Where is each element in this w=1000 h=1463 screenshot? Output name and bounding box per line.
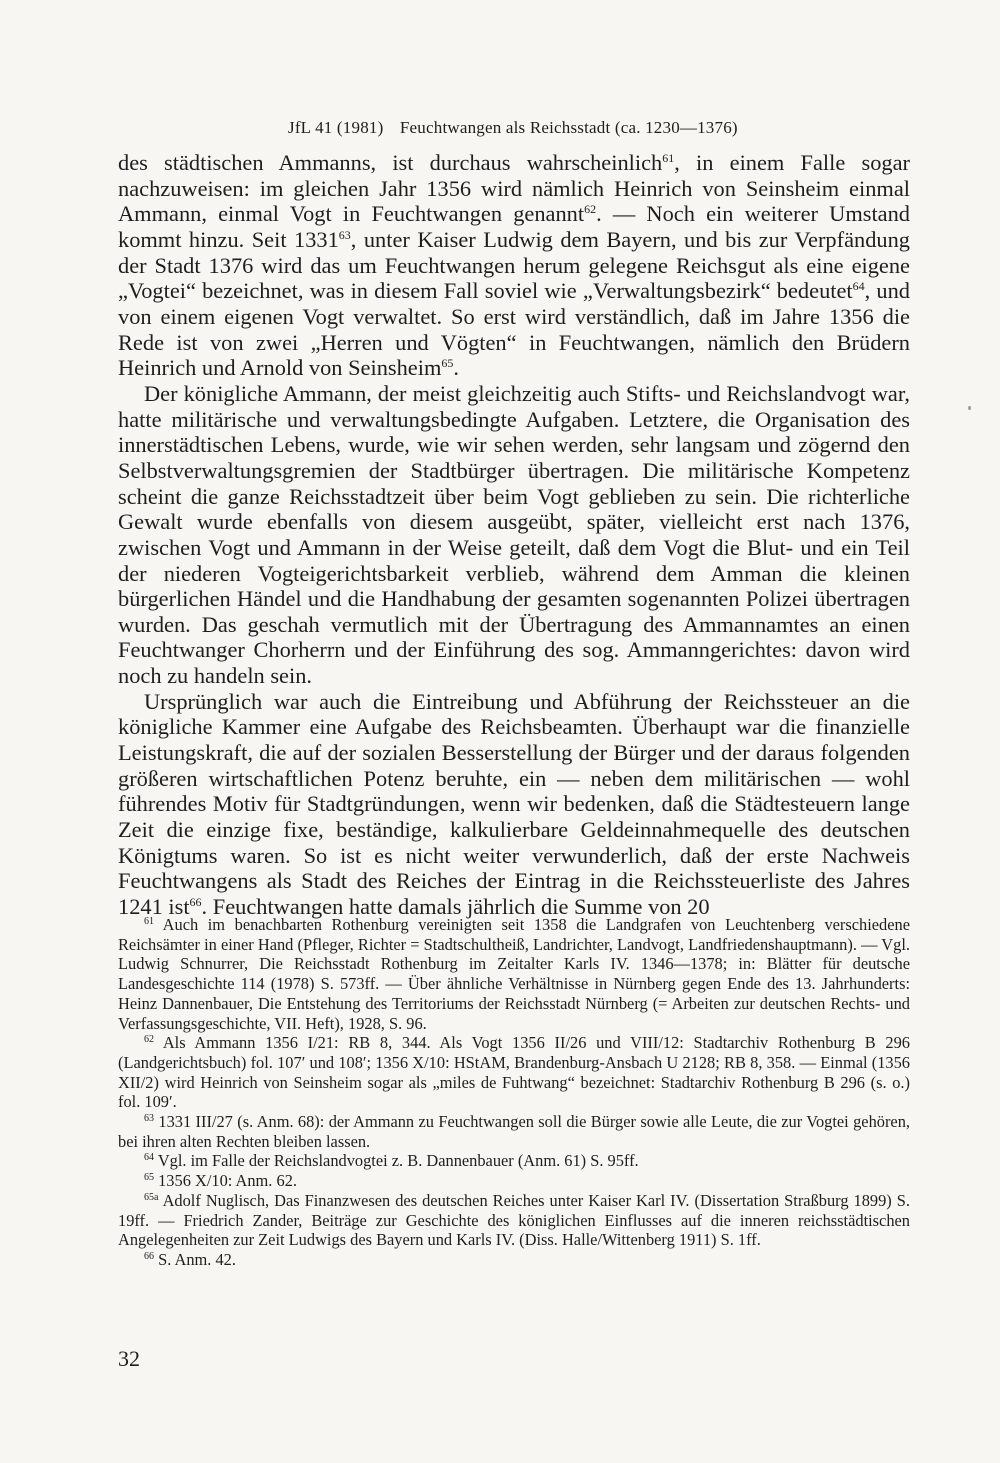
footnote-number: 64: [144, 1152, 154, 1164]
text-run: Ursprünglich war auch die Eintreibung und Abführung der Reichssteuer an die königliche Kammer eine Aufgabe des Reichsbeamten. Überhaupt war die finanzielle Leistungskraft, die auf der sozialen Besserstellung der Bürger und der daraus folgenden größeren wirtschaftlichen Potenz beruhte, ein — neben dem militärischen — wohl führendes Motiv für Stadtgründungen, wenn wir bedenken, daß die Städtesteuern lange Zeit die einzige fixe, beständige, kalkulierbare Geldeinnahmequelle des deutschen Königtums waren. So ist es nicht weiter verwunderlich, daß der erste Nachweis Feuchtwangens als Stadt des Reiches der Eintrag in die Reichssteuerliste des Jahres 1241 ist: [118, 688, 910, 920]
page-number: 32: [118, 1346, 140, 1371]
footnote: [118, 1250, 910, 1270]
journal-reference: JfL 41 (1981): [288, 118, 384, 137]
text-run: des städtischen Ammanns, ist durchaus wahrscheinlich: [118, 150, 663, 175]
footnote-text: Vgl. im Falle der Reichslandvogtei z. B. Dannenbauer (Anm. 61) S. 95ff.: [157, 1151, 639, 1171]
footnote-text: 1356 X/10: Anm. 62.: [158, 1171, 297, 1191]
footnote-number: 63: [144, 1113, 154, 1125]
footnote-number: 62: [144, 1034, 154, 1046]
body-paragraph: [118, 381, 910, 689]
article-title: Feuchtwangen als Reichsstadt (ca. 1230—1376): [399, 118, 738, 137]
footnote-text: S. Anm. 42.: [158, 1249, 236, 1269]
text-run: . — Noch ein weiterer Umstand kommt hinzu. Seit 1331: [118, 201, 910, 252]
footnote-number: 61: [144, 916, 154, 927]
footnote-text: Adolf Nuglisch, Das Finanzwesen des deutschen Reiches unter Kaiser Karl IV. (Dissertation Straßburg 1899) S. 19ff. — Friedrich Zander, Beiträge zur Geschichte des königlichen Einflusses auf die inneren reichsstädtischen Angelegenheiten zur Zeit Ludwigs des Bayern und Karls IV. (Diss. Halle/Wittenberg 1911) S. 1ff.: [118, 1190, 910, 1250]
running-header: [288, 118, 848, 138]
footnote: [118, 915, 910, 1033]
text-run: , und von einem eigenen Vogt verwaltet. So erst wird verständlich, daß im Jahre 1356 die Rede ist von zwei „Herren und Vögten“ in Feuchtwangen, nämlich den Brüdern Heinrich und Arnold von Seinsheim: [118, 278, 910, 381]
footnote: [118, 1191, 910, 1250]
footnotes-section: [118, 915, 910, 1270]
footnote: [118, 1171, 910, 1191]
footnote: [118, 1112, 910, 1151]
text-run: . Feuchtwangen hatte damals jährlich die Summe von 20: [201, 894, 710, 920]
footnote-text: Auch im benachbarten Rothenburg vereinigten seit 1358 die Landgrafen von Leuchtenberg verschiedene Reichsämter in einer Hand (Pfleger, Richter = Stadtschultheiß, Landrichter, Landvogt, Landfriedenshauptmann). — Vgl. Ludwig Schnurrer, Die Reichsstadt Rothenburg im Zeitalter Karls IV. 1346—1378; in: Blätter für deutsche Landesgeschichte 114 (1978) S. 573ff. — Über ähnliche Verhältnisse in Nürnberg gegen Ende des 13. Jahrhunderts: Heinz Dannenbauer, Die Entstehung des Territoriums der Reichsstadt Nürnberg (= Arbeiten zur deutschen Rechts- und Verfassungsgeschichte, VII. Heft), 1928, S. 96.: [118, 915, 910, 1033]
footnote-number: 66: [144, 1250, 154, 1262]
text-run: , in einem Falle sogar nachzuweisen: im gleichen Jahr 1356 wird nämlich Heinrich von Seinsheim einmal Ammann, einmal Vogt in Feuchtwangen genannt: [118, 150, 910, 227]
footnote-number: 65: [144, 1172, 154, 1184]
footnote: [118, 1151, 910, 1171]
text-run: .: [453, 355, 459, 381]
footnote-number: 65a: [144, 1191, 159, 1203]
main-text: [118, 150, 910, 920]
footnote-reference: 65: [441, 356, 454, 371]
text-run: , unter Kaiser Ludwig dem Bayern, und bis zur Verpfändung der Stadt 1376 wird das um Feuchtwangen herum gelegene Reichsgut als eine eigene „Vogtei“ bezeichnet, was in diesem Fall soviel wie „Verwaltungsbezirk“ bedeutet: [118, 226, 910, 304]
footnote-reference: 62: [584, 202, 597, 217]
body-paragraph: [118, 689, 910, 920]
footnote-text: 1331 III/27 (s. Anm. 68): der Ammann zu Feuchtwangen soll die Bürger sowie alle Leute, die zur Vogtei gehören, bei ihren alten Rechten bleiben lassen.: [118, 1112, 910, 1151]
footnote-reference: 66: [189, 895, 202, 910]
footnote-text: Als Ammann 1356 I/21: RB 8, 344. Als Vogt 1356 II/26 und VIII/12: Stadtarchiv Rothenburg B 296 (Landgerichtsbuch) fol. 107′ und 108′; 1356 X/10: HStAM, Brandenburg-Ansbach U 2128; RB 8, 358. — Einmal (1356 XII/2) wird Heinrich von Seinsheim sogar als „miles de Fuhtwang“ bezeichnet: Stadtarchiv Rothenburg B 296 (s. o.) fol. 109′.: [118, 1033, 910, 1112]
footnote-reference: 63: [338, 227, 351, 242]
footnote: [118, 1033, 910, 1112]
body-paragraph: [118, 150, 910, 381]
scan-speck: [968, 406, 971, 410]
text-run: Der königliche Ammann, der meist gleichzeitig auch Stifts- und Reichslandvogt war, hatte militärische und verwaltungsbedingte Aufgaben. Letztere, die Organisation des innerstädtischen Lebens, wurde, wie wir sehen werden, sehr langsam und zögernd den Selbstverwaltungsgremien der Stadtbürger übertragen. Die militärische Kompetenz scheint die ganze Reichsstadtzeit über beim Vogt geblieben zu sein. Die richterliche Gewalt wurde ebenfalls von diesem ausgeübt, später, vielleicht erst nach 1376, zwischen Vogt und Ammann in der Weise geteilt, daß dem Vogt die Blut- und ein Teil der niederen Vogteigerichtsbarkeit verblieb, während dem Amman die kleinen bürgerlichen Händel und die Handhabung der gesamten sogenannten Polizei übertragen wurden. Das geschah vermutlich mit der Übertragung des Ammannamtes an einen Feuchtwanger Chorherrn und der Einführung des sog. Ammanngerichtes: davon wird noch zu handeln sein.: [118, 380, 910, 689]
footnote-reference: 61: [662, 151, 675, 165]
footnote-reference: 64: [852, 279, 865, 294]
